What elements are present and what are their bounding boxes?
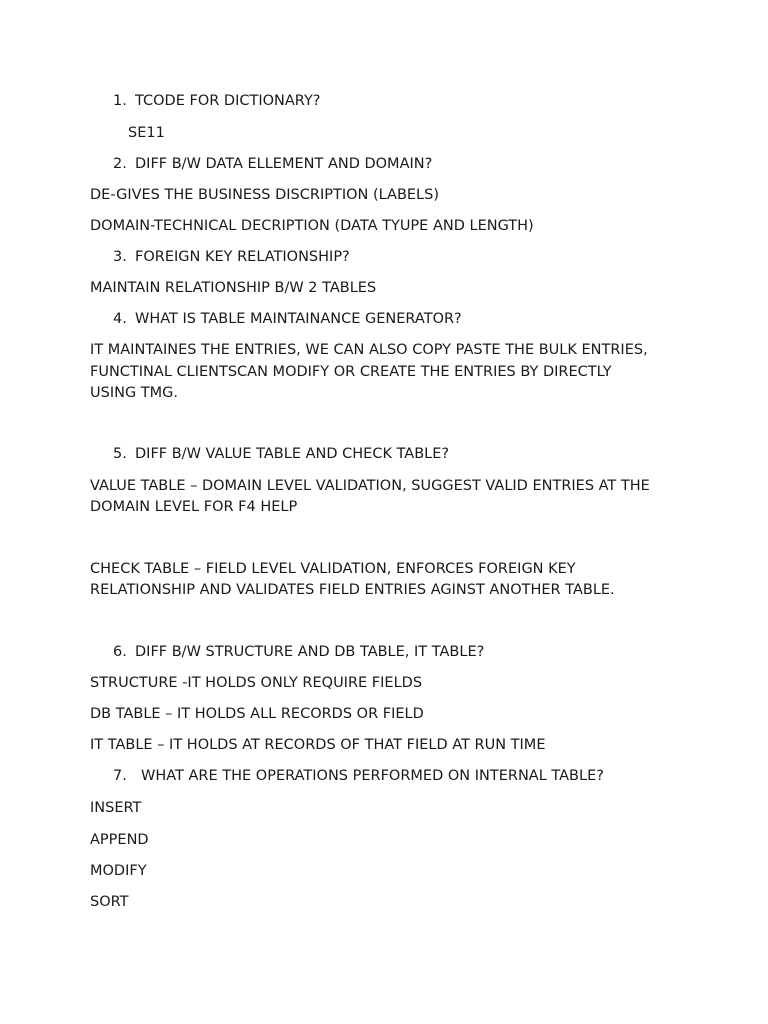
- question-text: DIFF B/W DATA ELLEMENT AND DOMAIN?: [135, 156, 433, 172]
- answer-5-check-line-2: RELATIONSHIP AND VALIDATES FIELD ENTRIES AGINST ANOTHER TABLE.: [90, 582, 615, 598]
- question-text: WHAT IS TABLE MAINTAINANCE GENERATOR?: [135, 311, 462, 327]
- question-number: 4.: [113, 311, 127, 327]
- question-number: 3.: [113, 249, 127, 265]
- question-3: [113, 247, 350, 268]
- question-number: 7.: [113, 768, 127, 784]
- answer-4-line-1: IT MAINTAINES THE ENTRIES, WE CAN ALSO COPY PASTE THE BULK ENTRIES,: [90, 342, 648, 358]
- answer-7-item: MODIFY: [90, 863, 147, 879]
- answer-4-line-2: FUNCTINAL CLIENTSCAN MODIFY OR CREATE THE ENTRIES BY DIRECTLY: [90, 364, 612, 380]
- answer-6-db-table: DB TABLE – IT HOLDS ALL RECORDS OR FIELD: [90, 706, 424, 722]
- question-number: 2.: [113, 156, 127, 172]
- answer-7-item: APPEND: [90, 832, 149, 848]
- answer-6-structure: STRUCTURE -IT HOLDS ONLY REQUIRE FIELDS: [90, 675, 423, 691]
- question-text: FOREIGN KEY RELATIONSHIP?: [135, 249, 350, 265]
- answer-1: SE11: [128, 125, 165, 141]
- answer-2-line-2: DOMAIN-TECHNICAL DECRIPTION (DATA TYUPE AND LENGTH): [90, 218, 534, 234]
- question-7: [113, 766, 604, 787]
- question-4: [113, 309, 462, 330]
- question-5: [113, 444, 449, 465]
- question-number: 6.: [113, 644, 127, 660]
- answer-7-item: SORT: [90, 894, 129, 910]
- question-text: WHAT ARE THE OPERATIONS PERFORMED ON INTERNAL TABLE?: [141, 768, 604, 784]
- answer-6-it-table: IT TABLE – IT HOLDS AT RECORDS OF THAT FIELD AT RUN TIME: [90, 737, 546, 753]
- answer-7-item: INSERT: [90, 800, 142, 816]
- question-1: [113, 91, 321, 112]
- question-text: DIFF B/W VALUE TABLE AND CHECK TABLE?: [135, 446, 450, 462]
- question-text: DIFF B/W STRUCTURE AND DB TABLE, IT TABLE?: [135, 644, 485, 660]
- answer-2-line-1: DE-GIVES THE BUSINESS DISCRIPTION (LABELS): [90, 187, 439, 203]
- answer-5-value-line-1: VALUE TABLE – DOMAIN LEVEL VALIDATION, SUGGEST VALID ENTRIES AT THE: [90, 478, 650, 494]
- question-6: [113, 642, 484, 663]
- answer-5-check-line-1: CHECK TABLE – FIELD LEVEL VALIDATION, ENFORCES FOREIGN KEY: [90, 561, 576, 577]
- question-number: 1.: [113, 93, 127, 109]
- answer-4-line-3: USING TMG.: [90, 385, 178, 401]
- question-number: 5.: [113, 446, 127, 462]
- question-2: [113, 154, 432, 175]
- answer-3: MAINTAIN RELATIONSHIP B/W 2 TABLES: [90, 280, 377, 296]
- question-text: TCODE FOR DICTIONARY?: [135, 93, 321, 109]
- answer-5-value-line-2: DOMAIN LEVEL FOR F4 HELP: [90, 499, 298, 515]
